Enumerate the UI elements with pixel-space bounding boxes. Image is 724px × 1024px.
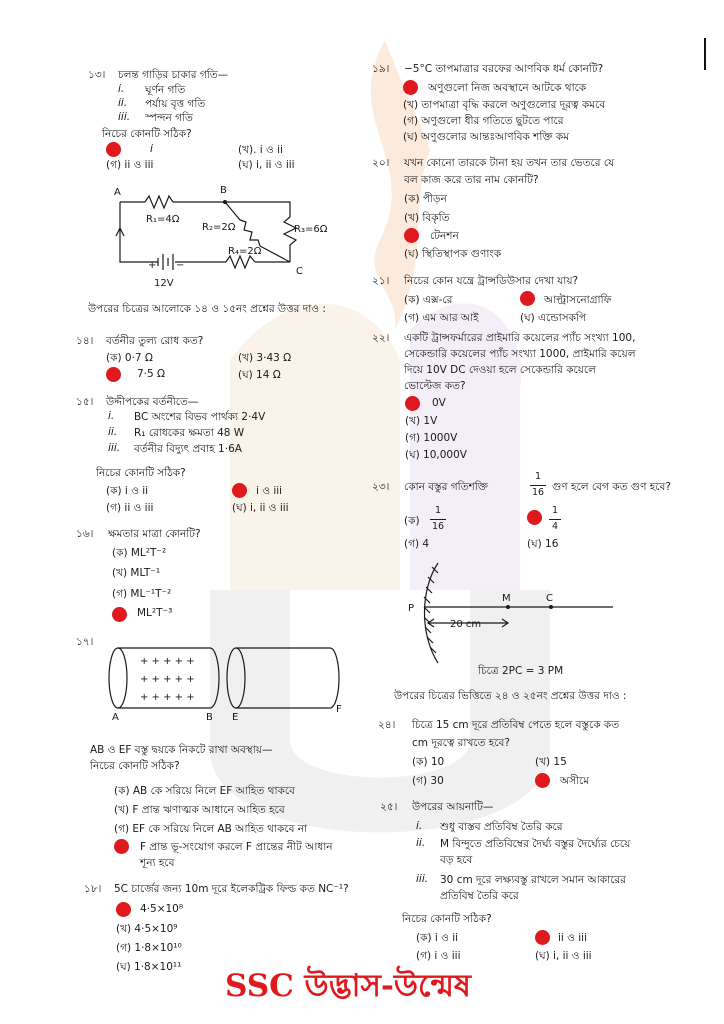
answer-marker-dot: [535, 930, 550, 945]
q19-stem: −5°C তাপমাত্রার বরফের আণবিক ধর্ম কোনটি?: [404, 63, 604, 75]
q25-item-3-line1: 30 cm দূরে লক্ষ্যবস্তু রাখলে সমান আকারের: [440, 874, 626, 886]
q23-stem-pre: কোন বস্তুর গতিশক্তি: [404, 481, 488, 493]
q15-option-b: i ও iii: [256, 485, 283, 497]
q21-option-d: (ঘ) এন্ডোসকপি: [520, 312, 587, 324]
circuit-r1: R₁=4Ω: [146, 214, 180, 225]
q23-stem-post: গুণ হলে বেগ কত গুণ হবে?: [552, 481, 671, 493]
q16-stem: ক্ষমতার মাত্রা কোনটি?: [108, 528, 201, 540]
q15-item-1: BC অংশের বিভব পার্থক্য 2·4V: [134, 411, 266, 423]
q25-stem: উপরের আয়নাটি—: [412, 801, 494, 813]
q20-option-a: (ক) পীড়ন: [404, 193, 447, 205]
q25-option-b: ii ও iii: [558, 932, 587, 944]
q18-option-b: (খ) 4·5×10⁹: [116, 923, 178, 935]
q21-stem: নিচের কোন যন্ত্রে ট্রান্সডিউসার দেখা যায়?: [404, 275, 579, 287]
q13-roman-3: iii.: [118, 111, 131, 123]
q22-stem-3: দিয়ে 10V DC দেওয়া হলে সেকেন্ডারি কয়েলে: [404, 364, 596, 376]
q23-option-d: (ঘ) 16: [527, 538, 559, 550]
cylinder-label-a: A: [112, 712, 119, 723]
answer-marker-dot: [403, 80, 418, 95]
footer-brand: SSC উদ্ভাস-উন্মেষ: [225, 968, 472, 1004]
q19-number: ১৯।: [372, 63, 390, 75]
fraction-bar: [530, 485, 546, 486]
q15-item-2: R₁ রোধকের ক্ষমতা 48 W: [134, 427, 245, 439]
q25-option-a: (ক) i ও ii: [416, 932, 459, 944]
q15-roman-2: ii.: [108, 426, 118, 438]
q23-option-a-denominator: 16: [431, 521, 445, 532]
q13-number: ১৩।: [88, 69, 106, 81]
q22-option-c: (গ) 1000V: [405, 432, 458, 444]
cylinder-label-f: F: [336, 704, 342, 715]
circuit-label-b: B: [220, 185, 227, 196]
q24-option-d: অসীমে: [560, 775, 590, 787]
answer-marker-dot: [116, 902, 131, 917]
q16-option-d: ML²T⁻³: [137, 607, 173, 619]
q19-option-c: (গ) অণুগুলো ধীর গতিতে ছুটতে পারে: [403, 115, 564, 127]
q24-option-c: (গ) 30: [412, 775, 444, 787]
answer-marker-dot: [106, 142, 121, 157]
charges-row-2: + + + + +: [140, 674, 195, 685]
q17-number: ১৭।: [76, 636, 94, 648]
q19-option-b: (খ) তাপমাত্রা বৃদ্ধি করলে অণুগুলোর দূরত্ব কমবে: [403, 99, 606, 111]
q15-option-d: (ঘ) i, ii ও iii: [232, 502, 289, 514]
answer-marker-dot: [114, 839, 129, 854]
circuit-voltage: 12V: [154, 278, 174, 289]
q25-item-1: শুধু বাস্তব প্রতিবিম্ব তৈরি করে: [440, 821, 563, 833]
q22-stem-4: ভোল্টেজ কত?: [404, 380, 466, 392]
q21-option-a: (ক) এক্স-রে: [404, 294, 453, 306]
q24-number: ২৪।: [378, 719, 396, 731]
q16-number: ১৬।: [76, 528, 94, 540]
q25-number: ২৫।: [380, 801, 398, 813]
circuit-label-a: A: [114, 187, 121, 198]
q21-option-c: (গ) এম আর আই: [404, 312, 479, 324]
intro-14-15: উপরের চিত্রের আলোকে ১৪ ও ১৫নং প্রশ্নের উত্তর দাও :: [88, 303, 326, 315]
q20-option-c: টেনশন: [430, 230, 459, 242]
q17-option-c: (গ) EF কে সরিয়ে নিলে AB আহিত থাকবে না: [114, 823, 308, 835]
q23-option-a-label: (ক): [404, 515, 420, 527]
cylinder-label-b: B: [206, 712, 213, 723]
mirror-point-c: C: [546, 593, 553, 604]
mirror-point-p: P: [408, 603, 415, 614]
q20-stem-2: বল কাজ করে তার নাম কোনটি?: [404, 174, 539, 186]
q22-stem-2: সেকেন্ডারি কয়েলের প্যাঁচ সংখ্যা 1000, প্রাইমারি কয়েল: [404, 348, 636, 360]
q24-option-b: (খ) 15: [535, 756, 567, 768]
q22-option-d: (ঘ) 10,000V: [405, 449, 467, 461]
q24-option-a: (ক) 10: [412, 756, 445, 768]
circuit-r4: R₄=2Ω: [228, 246, 262, 257]
q17-option-d-line1: F প্রান্ত ভূ-সংযোগ করলে F প্রান্তের নীট আধান: [140, 841, 333, 853]
q15-stem: উদ্দীপকের বর্তনীতে—: [106, 396, 199, 408]
q13-item-3: স্পন্দন গতি: [145, 112, 193, 124]
q23-frac-denominator: 16: [531, 487, 545, 498]
q14-stem: বর্তনীর তুল্য রোধ কত?: [106, 335, 204, 347]
mirror-caption: চিত্রে 2PC = 3 PM: [478, 665, 564, 677]
q15-number: ১৫।: [76, 396, 94, 408]
q25-roman-2: ii.: [416, 837, 426, 849]
q22-number: ২২।: [372, 332, 390, 344]
answer-marker-dot: [405, 396, 420, 411]
mirror-distance: 20 cm: [450, 619, 482, 630]
q15-option-a: (ক) i ও ii: [106, 485, 149, 497]
cylinders-diagram: [100, 640, 350, 725]
q25-roman-3: iii.: [416, 873, 429, 885]
circuit-label-c: C: [296, 266, 303, 277]
q14-option-b: (খ) 3·43 Ω: [238, 352, 292, 364]
q15-item-3: বর্তনীর বিদ্যুৎ প্রবাহ 1·6A: [134, 443, 242, 455]
q23-option-a-numerator: 1: [434, 505, 442, 516]
q14-option-a: (ক) 0·7 Ω: [106, 352, 153, 364]
q19-option-d: (ঘ) অণুগুলোর আন্তঃআণবিক শক্তি কম: [403, 131, 570, 143]
q20-option-d: (ঘ) স্থিতিস্থাপক গুণাংক: [404, 248, 502, 260]
q23-option-c: (গ) 4: [404, 538, 430, 550]
answer-marker-dot: [527, 510, 542, 525]
q23-number: ২৩।: [372, 481, 390, 493]
q23-option-b-denominator: 4: [551, 521, 559, 532]
q18-number: ১৮।: [84, 883, 102, 895]
q13-prompt: নিচের কোনটি সঠিক?: [102, 128, 192, 140]
margin-mark: [704, 38, 706, 70]
q24-stem-1: চিত্রে 15 cm দূরে প্রতিবিম্ব পেতে হলে বস্তুকে কত: [412, 719, 620, 731]
q13-option-b: (খ). i ও ii: [238, 144, 283, 156]
q14-option-c: 7·5 Ω: [137, 368, 166, 380]
answer-marker-dot: [232, 483, 247, 498]
q16-option-c: (গ) ML⁻¹T⁻²: [112, 588, 172, 600]
q21-number: ২১।: [372, 275, 390, 287]
answer-marker-dot: [112, 607, 127, 622]
q15-option-c: (গ) ii ও iii: [106, 502, 154, 514]
answer-marker-dot: [535, 773, 550, 788]
q13-item-1: ঘূর্ণন গতি: [145, 84, 186, 96]
circuit-diagram: [110, 182, 340, 292]
q15-roman-1: i.: [108, 410, 115, 422]
q17-option-b: (খ) F প্রান্ত ঋণাত্মক আধানে আহিত হবে: [114, 804, 285, 816]
q25-item-2-line1: M বিন্দুতে প্রতিবিম্বের দৈর্ঘ্য বস্তুর দৈর্ঘ্যের চেয়ে: [440, 838, 631, 850]
q25-roman-1: i.: [416, 820, 423, 832]
q15-roman-3: iii.: [108, 442, 121, 454]
answer-marker-dot: [106, 367, 121, 382]
mirror-diagram: [398, 555, 628, 675]
q15-prompt: নিচের কোনটি সঠিক?: [96, 467, 186, 479]
charges-row-1: + + + + +: [140, 656, 195, 667]
q25-item-3-line2: প্রতিবিম্ব তৈরি করে: [440, 890, 519, 902]
q16-option-b: (খ) MLT⁻¹: [112, 567, 161, 579]
q18-option-a: 4·5×10⁸: [140, 903, 184, 915]
q13-option-d: (ঘ) i, ii ও iii: [238, 159, 295, 171]
q13-stem: চলন্ত গাড়ির চাকার গতি—: [118, 69, 229, 81]
q14-option-d: (ঘ) 14 Ω: [238, 369, 281, 381]
answer-marker-dot: [404, 228, 419, 243]
q25-option-d: (ঘ) i, ii ও iii: [535, 950, 592, 962]
q25-prompt: নিচের কোনটি সঠিক?: [402, 913, 492, 925]
q18-option-c: (গ) 1·8×10¹⁰: [116, 942, 182, 954]
q25-option-c: (গ) i ও iii: [416, 950, 461, 962]
q13-roman-1: i.: [118, 83, 125, 95]
q20-option-b: (খ) বিকৃতি: [404, 212, 450, 224]
q17-prompt: নিচের কোনটি সঠিক?: [90, 760, 180, 772]
cylinder-label-e: E: [232, 712, 239, 723]
q22-option-a: 0V: [432, 397, 446, 409]
q18-option-d: (ঘ) 1·8×10¹¹: [116, 961, 182, 973]
q23-frac-numerator: 1: [534, 471, 542, 482]
intro-24-25: উপরের চিত্রের ভিত্তিতে ২৪ ও ২৫নং প্রশ্নের উত্তর দাও :: [394, 690, 627, 702]
q13-item-2: পর্যায় বৃত্ত গতি: [145, 98, 206, 110]
q13-option-a: i: [150, 143, 153, 155]
circuit-r3: R₃=6Ω: [294, 224, 328, 235]
q13-option-c: (গ) ii ও iii: [106, 159, 154, 171]
fraction-bar: [430, 519, 446, 520]
q13-roman-2: ii.: [118, 97, 128, 109]
answer-marker-dot: [520, 291, 535, 306]
circuit-minus: −: [176, 260, 185, 271]
mirror-point-m: M: [502, 593, 511, 604]
q20-number: ২০।: [372, 157, 390, 169]
q25-item-2-line2: বড় হবে: [440, 854, 473, 866]
q22-option-b: (খ) 1V: [405, 415, 438, 427]
circuit-plus: +: [148, 260, 157, 271]
q23-option-b-numerator: 1: [551, 505, 559, 516]
fraction-bar: [549, 519, 561, 520]
q19-option-a: অণুগুলো নিজ অবস্থানে আটকে থাকে: [428, 82, 587, 94]
q18-stem: 5C চার্জের জন্য 10m দূরে ইলেকট্রিক ফিল্ড কত NC⁻¹?: [114, 883, 349, 895]
q24-stem-2: cm দূরত্বে রাখতে হবে?: [412, 737, 510, 749]
q14-number: ১৪।: [76, 335, 94, 347]
q22-stem-1: একটি ট্রান্সফর্মারের প্রাইমারি কয়েলের প্যাঁচ সংখ্যা 100,: [404, 332, 636, 344]
q21-option-b: আল্ট্রাসনোগ্রাফি: [544, 294, 612, 306]
circuit-r2: R₂=2Ω: [202, 222, 236, 233]
q17-option-d-line2: শূন্য হবে: [140, 857, 175, 869]
q17-stem: AB ও EF বস্তু দ্বয়কে নিকটে রাখা অবস্থায়—: [90, 744, 273, 756]
q17-option-a: (ক) AB কে সরিয়ে নিলে EF আহিত থাকবে: [114, 785, 295, 797]
charges-row-3: + + + + +: [140, 692, 195, 703]
q20-stem-1: যখন কোনো তারকে টানা হয় তখন তার ভেতরে যে: [404, 157, 615, 169]
q16-option-a: (ক) ML²T⁻²: [112, 547, 167, 559]
